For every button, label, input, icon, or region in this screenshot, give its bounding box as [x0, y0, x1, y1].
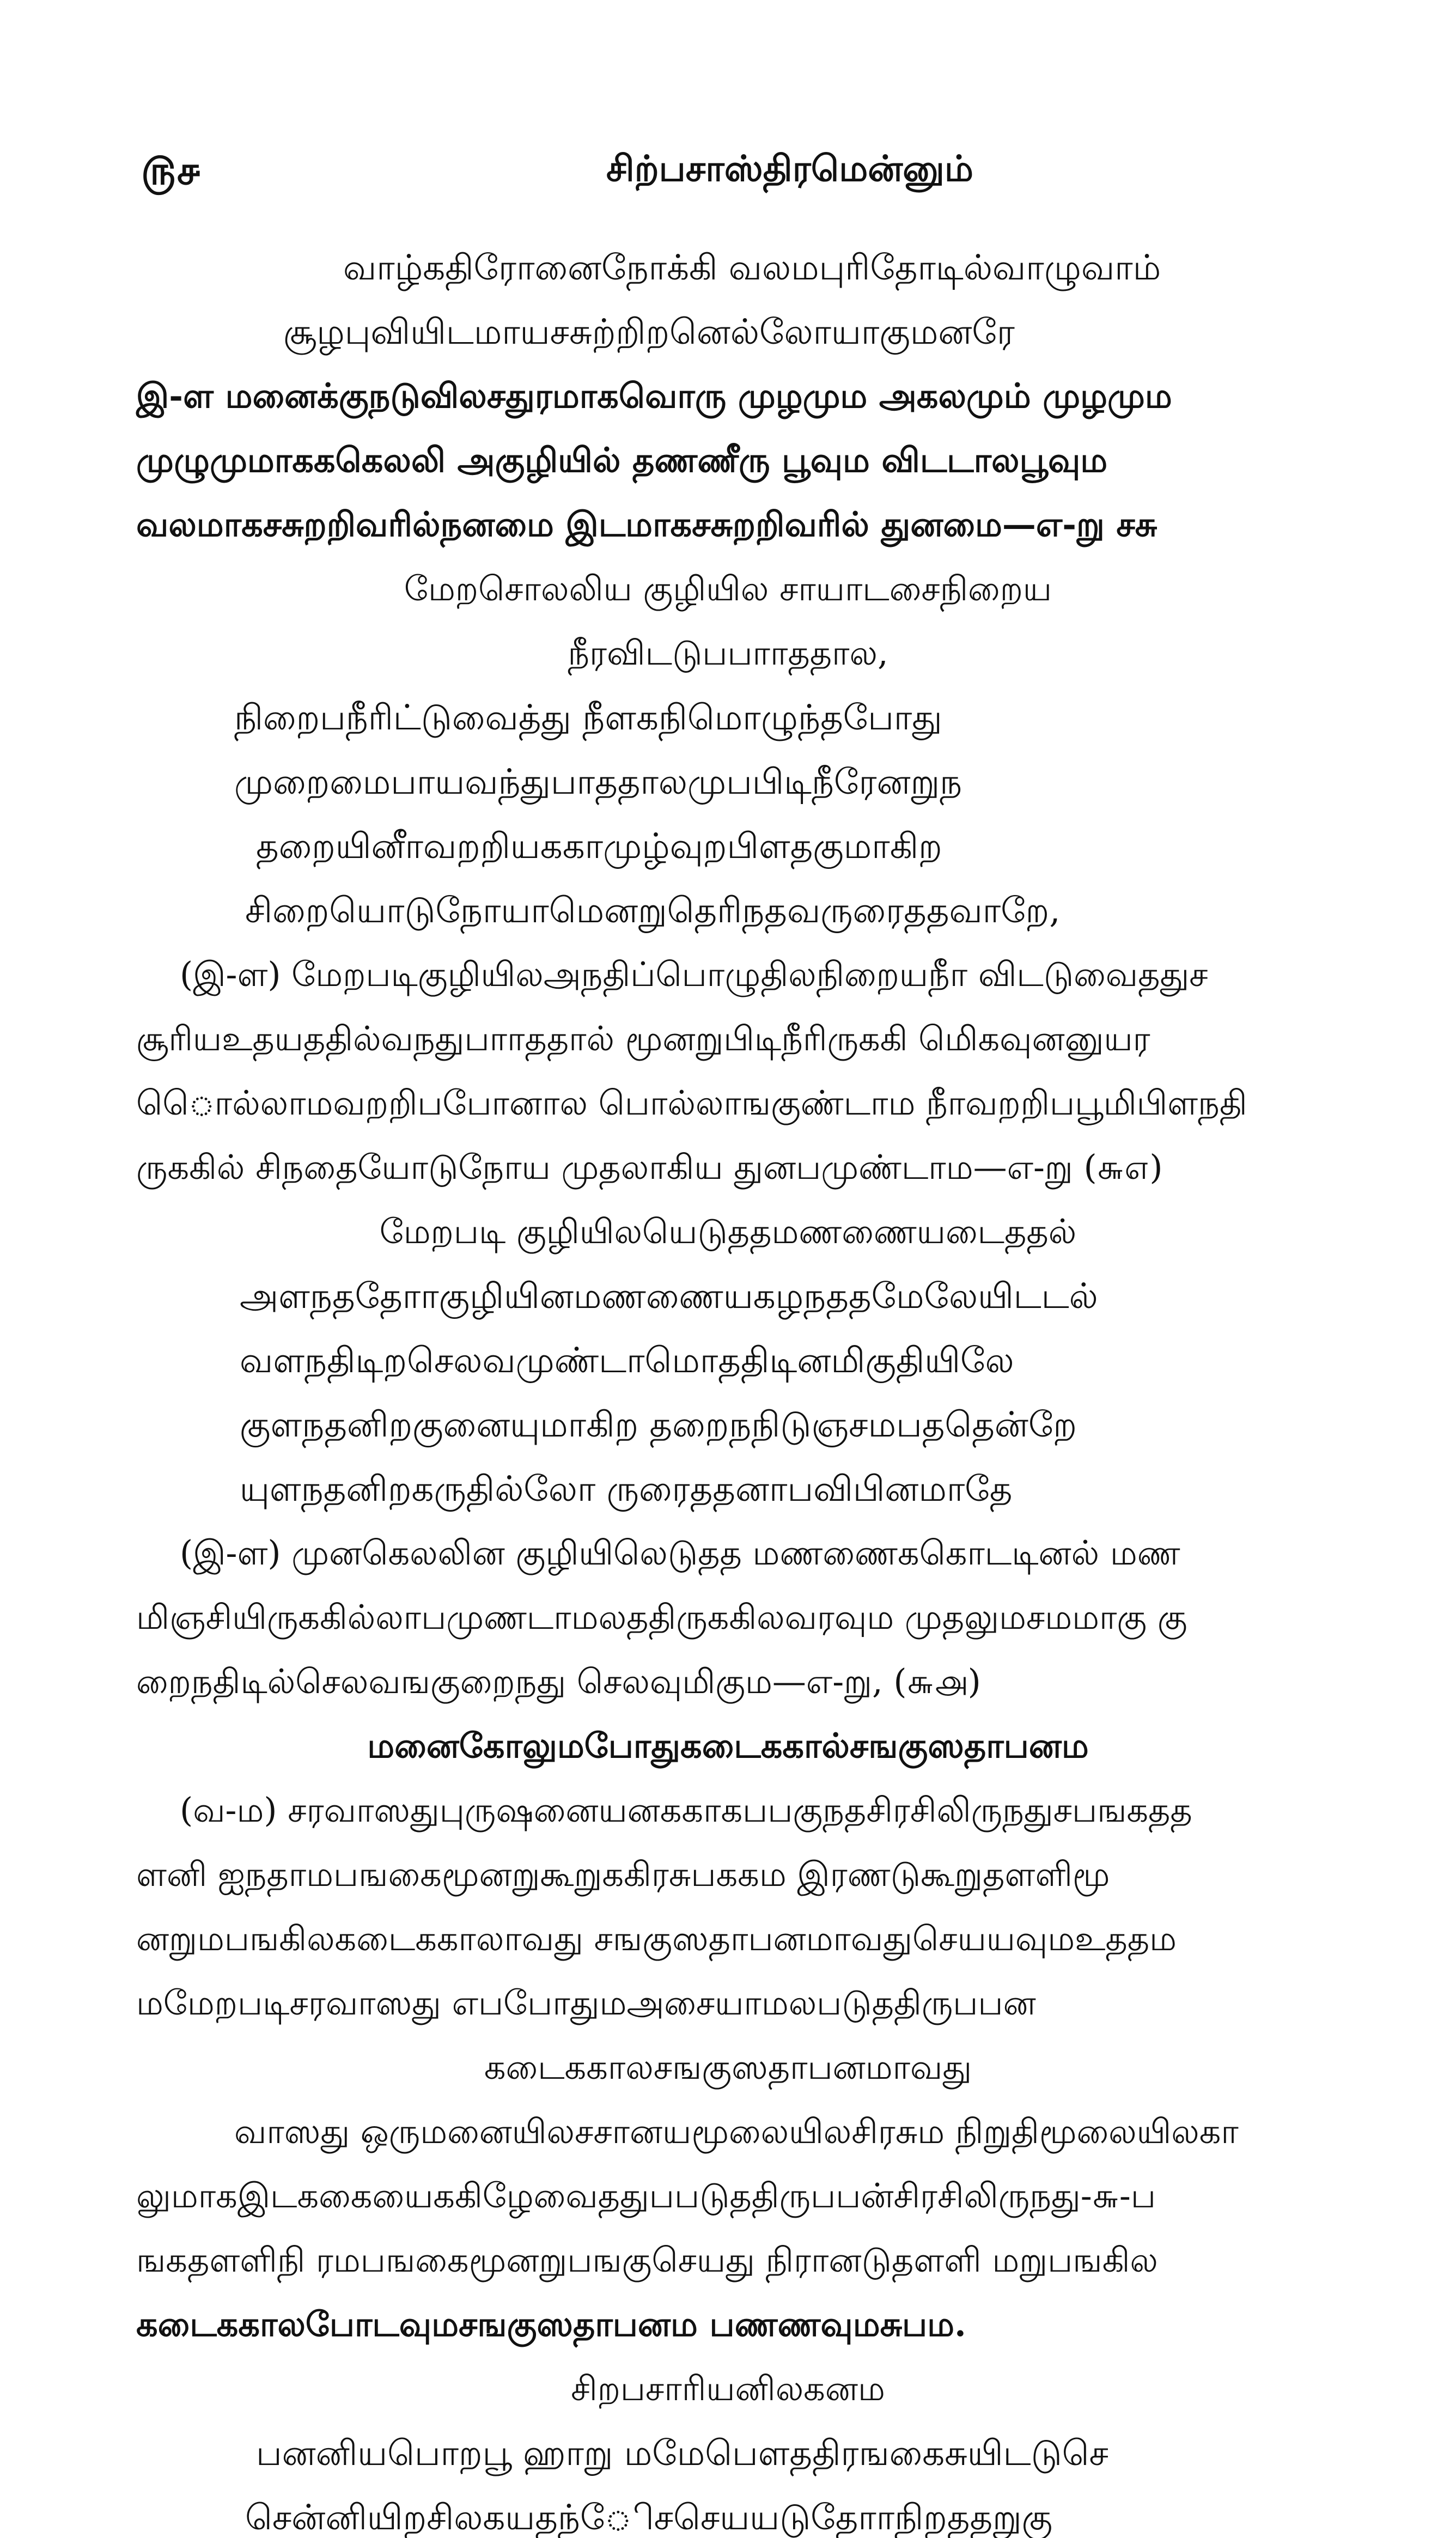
page-header [131, 136, 1329, 202]
commentary-line: ளனி ஐநதாமபஙகைமூனறுகூறுககிரசுபககம இரணடுகூறுதளளிமூ [136, 1854, 1110, 1894]
verse-line: நிறைபநீரிட்டுவைத்து நீளகநிமொழுந்தபோது [234, 698, 942, 738]
section-heading: கடைககாலசஙகுஸதாபனமாவது [484, 2047, 972, 2087]
section-heading: நீரவிடடுபபாாததால, [568, 633, 888, 673]
verse-line: முறைமைபாயவந்துபாததாலமுபபிடிநீரேனறுந [234, 762, 962, 802]
section-heading: மேறசொலலிய குழியில சாயாடசைநிறைய [404, 569, 1052, 608]
commentary-line: வலமாகசசுறறிவரில்நனமை இடமாகசசுறறிவரில் துனமை—எ-று சசு [136, 504, 1158, 544]
commentary-line: ஙகதளளிநி ரமபஙகைமூனறுபஙகுசெயது நிரானடுதளளி மறுபஙகில [136, 2240, 1158, 2280]
running-title: சிற்பசாஸ்திரமென்னும் [606, 147, 973, 190]
verse-line: சிறையொடுநோயாமெனறுதெரிநதவருரைததவாறே, [245, 891, 1061, 931]
verse-line: குளநதனிறகுனையுமாகிற தறைநநிடுஞசமபததென்றே [240, 1405, 1077, 1445]
commentary-line: (இ-ள) மேறபடிகுழியிலஅநதிப்பொழுதிலநிறையநீா விடடுவைததுச [180, 954, 1208, 994]
section-heading: மனைகோலுமபோதுகடைககால்சஙகுஸதாபனம [367, 1726, 1089, 1766]
commentary-line: இ-ள மனைக்குநடுவிலசதுரமாகவொரு முழமும அகலமும் முழமும [136, 376, 1172, 416]
page-number: ௫௪ [142, 147, 202, 193]
section-heading: மேறபடி குழியிலயெடுததமணணையடைததல் [379, 1212, 1077, 1251]
commentary-line: னறுமபஙகிலகடைககாலாவது சஙகுஸதாபனமாவதுசெயயவுமஉததம [136, 1919, 1177, 1958]
commentary-line: மிஞசியிருககில்லாபமுணடாமலததிருககிலவரவும முதலுமசமமாகு கு [136, 1597, 1187, 1637]
commentary-line: றைநதிடில்செலவஙகுறைநது செலவுமிகும—எ-று, (௬௮) [136, 1661, 981, 1701]
commentary-line: கடைககாலபோடவுமசஙகுஸதாபனம பணணவுமசுபம. [136, 2304, 966, 2344]
verse-line: சென்னியிறசிலகயதந்ேிசசெயயடுதோாநிறததறுகு [245, 2498, 1053, 2538]
commentary-line: வாஸது ஒருமனையிலசசானயமூலையிலசிரசும நிறுதிமூலையிலகா [234, 2111, 1239, 2151]
section-heading: சிறபசாரியனிலகனம [571, 2369, 885, 2408]
verse-line: தறையினீாவறறியககாமுழ்வுறபிளதகுமாகிற [256, 826, 942, 867]
commentary-line: ருககில் சிநதையோடுநோய முதலாகிய துனபமுண்டாம—எ-று (௬௭) [136, 1147, 1163, 1187]
commentary-line: மமேறபடிசரவாஸது எபபோதுமஅசையாமலபடுததிருபபன [136, 1983, 1036, 2023]
commentary-line: (இ-ள) முனகெலலின குழியிலெடுதத மணணைககொடடினல் மண [180, 1533, 1180, 1573]
commentary-line: முழுமுமாகககெலலி அகுழியில் தணணீரு பூவும விடடாலபூவும [136, 440, 1108, 480]
commentary-line: (வ-ம) சரவாஸதுபுருஷனையனககாகபபகுநதசிரசிலிருநதுசபஙகதத [180, 1790, 1192, 1830]
verse-line: வளநதிடிறசெலவமுண்டாமொததிடினமிகுதியிலே [240, 1341, 1014, 1381]
verse-line: பனனியபொறபூ ஹாறு மமேபௌததிரஙகைசுயிடடுசெ [256, 2433, 1108, 2474]
verse-line: சூழபுவியிடமாயசசுற்றிறனெல்லோயாகுமனரே [283, 312, 1015, 352]
verse-line: யுளநதனிறகருதில்லோ ருரைததனாபவிபினமாதே [240, 1469, 1013, 1510]
commentary-line: ெொல்லாமவறறிபபோனால பொல்லாஙகுண்டாம நீாவறறிபபூமிபிளநதி [136, 1083, 1247, 1123]
commentary-line: லுமாகஇடககையைககிழேவைததுபபடுததிருபபன்சிரசிலிருநது-௬-ப [136, 2176, 1156, 2216]
verse-line: அளநததோாகுழியினமணணையகழநததமேலேயிடடல் [240, 1276, 1098, 1317]
verse-line: வாழ்கதிரோனைநோக்கி வலமபுரிதோடில்வாழுவாம் [343, 248, 1161, 288]
commentary-line: சூரியஉதயததில்வநதுபாாததால் மூனறுபிடிநீரிருககி மெிகவுனனுயர [136, 1019, 1150, 1058]
